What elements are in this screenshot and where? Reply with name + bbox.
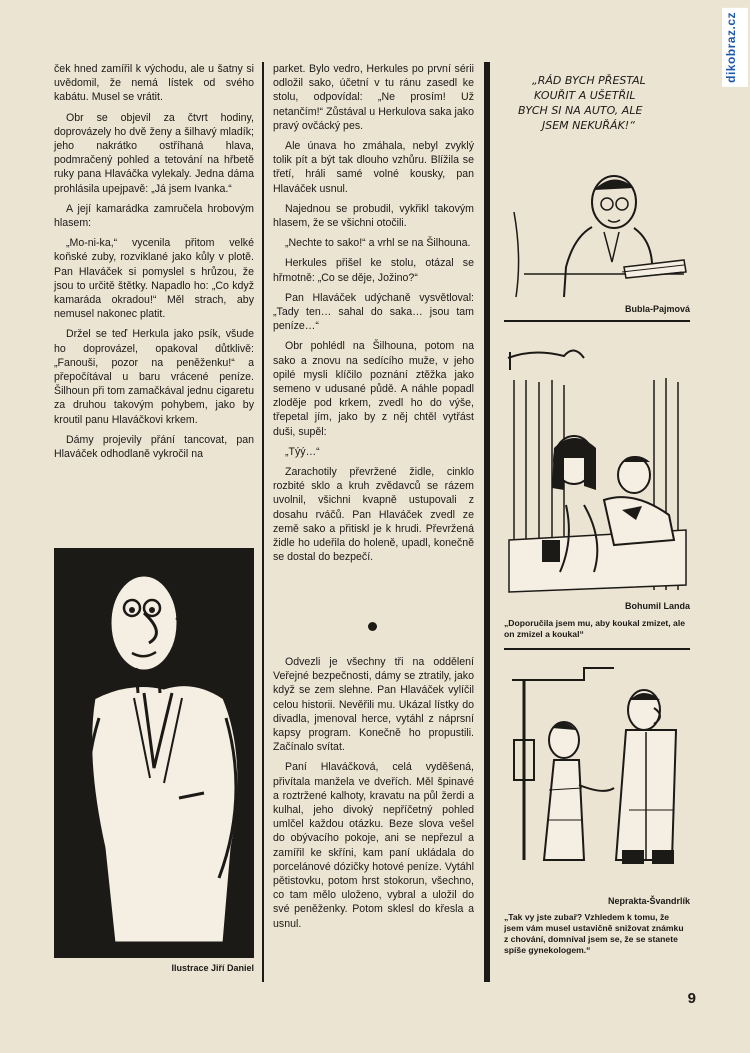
cartoon-dentist-scene xyxy=(504,660,692,872)
paragraph: Zarachotily převržené židle, cinklo rozbité sklo a kruh zvědavců se rázem uvolnil, všichni kvapně ustupovali z dosahu rváčů. Pan Hlaváček zvedl ze země sako a přitiskl je k hrudi. Převržená židle ho udeřila do holeně, upadl, konečně se dostal do bezpečí. xyxy=(273,466,474,564)
watermark: dikobraz.cz xyxy=(722,8,748,87)
cartoon-author: Bohumil Landa xyxy=(625,601,690,611)
cartoon-man-at-desk xyxy=(504,62,692,298)
paragraph: Odvezli je všechny tři na oddělení Veřejné bezpečnosti, dámy se ztratily, jako když se zem slehne. Pan Hlaváček vylíčil celou historii. Nevěřili mu. Ukázal lístky do divadla, jmenoval herce, vytáhl z náprsní kapsy program. Konečně ho propustili. Začínalo svítat. xyxy=(273,656,474,754)
paragraph: Herkules přišel ke stolu, otázal se hřmotně: „Co se děje, Jožino?“ xyxy=(273,257,474,284)
handwritten-line: „RÁD BYCH PŘESTAL xyxy=(532,74,646,87)
column-rule xyxy=(262,62,264,982)
page-number: 9 xyxy=(687,990,696,1007)
section-bullet xyxy=(368,622,377,631)
cartoon-divider xyxy=(504,648,690,650)
cartoon-author: Bubla-Pajmová xyxy=(624,304,690,314)
paragraph: parket. Bylo vedro, Herkules po první sérii odložil sako, účetní v tu ránu zasedl ke stolu, odpovídal: „Ne prosím! Už netančím!“ Zůstával u Herkulova saka jako pravý ovčácký pes. xyxy=(273,63,474,132)
paragraph: Paní Hlaváčková, celá vyděšená, přivítala manžela ve dveřích. Měl špinavé a roztržené kalhoty, kravatu na půl žerdi a kulhal, jeho divoký nepříčetný pohled umlčel každou otázku. Beze slova vešel do obývacího pokoje, ani se nepřezul a zamířil ke skříni, kam paní ukládala do porcelánové dózičky hotové peníze. Vytáhl pětistovku, potom hrst stokorun, všechno, co tam mělo uloženo, vybral a uložil do své peněženky. Potom sklesl do křesla a usnul. xyxy=(273,761,474,930)
paragraph: A její kamarádka zamručela hrobovým hlasem: xyxy=(54,202,254,230)
paragraph: „Nechte to sako!“ a vrhl se na Šilhouna. xyxy=(285,237,471,250)
handwritten-line: BYCH SI NA AUTO, ALE xyxy=(518,104,643,117)
cartoon-caption: „Doporučila jsem mu, aby koukal zmizet, ale on zmizel a koukal“ xyxy=(504,618,686,639)
paragraph: Pan Hlaváček udýchaně vysvětloval: „Tady ten… sahal do saka… jsou tam peníze…“ xyxy=(273,291,474,333)
paragraph: Obr se objevil za čtvrt hodiny, doprovázely ho dvě ženy a šilhavý mladík; jeho nakrátko ostříhaná hlava, podmračený pohled a tetování na hřbetě ruky pana Hlaváčka vylekaly. Jedna dáma prohlásila upejpavě: „Já jsem Ivanka.“ xyxy=(54,111,254,195)
handwritten-line: KOUŘIT A UŠETŘIL xyxy=(534,89,636,102)
article-column-1 xyxy=(54,62,254,467)
article-column-2-continued xyxy=(273,655,474,937)
cartoon-divider xyxy=(504,320,690,322)
illustration-man-in-jacket xyxy=(54,548,254,958)
cartoon-picnic-scene xyxy=(504,340,692,596)
column-rule-thick xyxy=(484,62,490,982)
paragraph: Obr pohlédl na Šilhouna, potom na sako a znovu na sedícího muže, v jeho opilé mysli klíčilo poznání ztěžka jako semeno v udusané půdě. A náhle popadl zloděje pod krkem, zvedl ho do výše, třepetal jím, jako by z něj chtěl vytřást duši, supěl: xyxy=(273,340,474,438)
paragraph: Najednou se probudil, vykřikl takovým hlasem, že se všichni otočili. xyxy=(273,202,474,230)
paragraph: ček hned zamířil k východu, ale u šatny si uvědomil, že nemá lístek od svého kabátu. Musel se vrátit. xyxy=(54,63,254,104)
paragraph: Ale únava ho zmáhala, nebyl zvyklý tolik pít a být tak dlouho vzhůru. Blížila se třetí, hráli samé volné kousky, pan Hlaváček usnul. xyxy=(273,140,474,195)
illustration-credit: Ilustrace Jiří Daniel xyxy=(171,963,254,973)
paragraph: „Mo-ni-ka,“ vycenila přitom velké koňské zuby, rozviklané jako kůly v plotě. Pan Hlaváček si pomyslel s hrůzou, že jsou to určitě štětky. Napadlo ho: „Co když kamaráda okradou!“ Měl strach, aby nemusel nakonec platit. xyxy=(54,237,254,321)
cartoon-caption: „Tak vy jste zubař? Vzhledem k tomu, že jsem vám musel ustavičně snižovat známku z chování, domníval jsem se, že se stanete spíše gynekologem.“ xyxy=(504,912,684,955)
article-column-2 xyxy=(273,62,474,571)
paragraph: „Týý…“ xyxy=(285,445,320,458)
paragraph: Dámy projevily přání tancovat, pan Hlaváček odhodlaně vykročil na xyxy=(54,433,254,461)
cartoon-author: Neprakta-Švandrlík xyxy=(607,896,690,906)
paragraph: Držel se teď Herkula jako psík, všude ho doprovázel, opakoval důtklivě: „Fanouši, pozor na peněženku!“ a přepočítával u baru vrácené peníze. Šilhoun při tom zamačkával jednu cigaretu za druhou takovým pohybem, jako by kroutil panu Hlaváčkovi krkem. xyxy=(54,328,254,426)
handwritten-line: JSEM NEKUŘÁK!“ xyxy=(542,119,635,132)
